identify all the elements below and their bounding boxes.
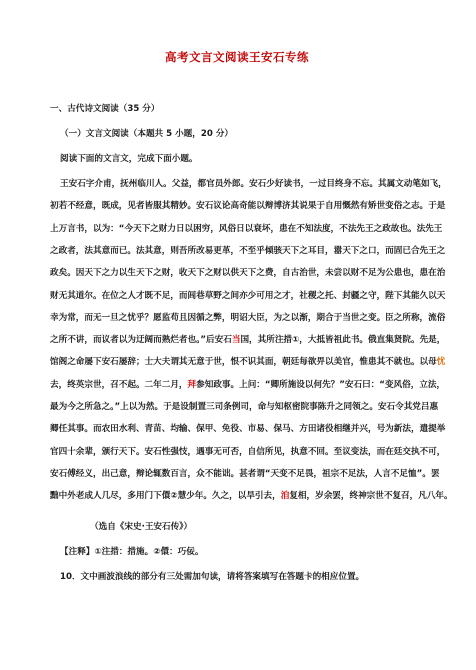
passage-text: 之政者，法其意而已。法其意，则吾所改易更革，不至乎倾骇天下之耳目，嚣天下之口，而固已合先王之	[50, 245, 446, 256]
highlighted-character: 忧	[436, 357, 446, 368]
passage-line	[50, 446, 446, 458]
passage-line	[50, 312, 446, 324]
passage-line	[50, 401, 439, 413]
passage-text: 馆阁之命屡下安石屡辞；士大夫谓其无意于世，恨不识其面，朝廷每欲畀以美官，惟患其不就也。以母	[50, 357, 437, 368]
passage-line	[50, 490, 453, 502]
passage-text: 参知政事。上问：“卿所施设以何先？”安石曰：“变风俗，立法，	[196, 379, 446, 390]
passage-line	[50, 423, 446, 435]
passage-text: 幸为常，而无一旦之忧乎？愿监苟且因循之弊，明诏大臣，为之以渐，期合于当世之变。臣之所称，流俗	[50, 312, 446, 323]
passage-line	[50, 245, 446, 257]
passage-text: 官四十余辈，颁行天下。安石性强忮，遇事无可否，自信所见，执意不回。至议变法，而在廷交执不可，	[50, 446, 446, 457]
question-10: 10．文中画波浪线的部分有三处需加句读，请将答案填写在答题卡的相应位置。	[60, 572, 365, 582]
source-citation: （选自《宋史·王安石传》）	[90, 522, 193, 532]
subsection-heading: （一）文言文阅读（本题共 5 小题，20 分）	[60, 129, 234, 139]
passage-text: 最为今之所急之。”上以为然。于是设制置三司条例司，命与知枢密院事陈升之同领之。安石令其党吕惠	[50, 402, 439, 412]
highlighted-character: 当	[231, 335, 241, 346]
passage-text: 去，终英宗世，召不起。二年二月，	[50, 379, 188, 390]
passage-text: 安石傅经义，出己意，辩论辄数百言，众不能诎。甚者谓“天变不足畏，祖宗不足法，人言不足恤”。罢	[50, 468, 440, 479]
highlighted-character: 拜	[187, 379, 197, 390]
passage-line	[50, 223, 443, 235]
passage-line	[50, 468, 440, 480]
passage-text: 初若不经意，既成，见者皆服其精妙。安石议论高奇能以辩博济其说果于自用慨然有矫世变俗之志。于是	[50, 201, 446, 212]
passage-text: 复相，岁余罢，终神宗世不复召，凡八年。	[289, 491, 453, 502]
section-heading: 一、古代诗文阅读（35 分）	[50, 104, 160, 114]
instruction-text: 阅读下面的文言文，完成下面小题。	[60, 154, 198, 164]
passage-line	[60, 178, 447, 190]
passage-line	[50, 334, 446, 346]
passage-line	[50, 356, 446, 368]
passage-text: 财无其道尔。在位之人才既不足，而闾巷草野之间亦少可用之才，社稷之托、封疆之守，陛下其能久以天	[50, 290, 446, 301]
passage-text: 王安石字介甫，抚州临川人。父益，都官员外郎。安石少好读书，一过目终身不忘。其属文动笔如飞，	[60, 179, 447, 189]
passage-text: 国，其所注措①，大抵皆祖此书。俄直集贤院。先是，	[240, 335, 446, 346]
passage-text: 政矣。因天下之力以生天下之财，收天下之财以供天下之费，自古治世，未尝以财不足为公患也，患在治	[50, 268, 446, 279]
document-title: 高考文言文阅读王安石专练	[165, 50, 309, 64]
passage-text: 黜中外老成人几尽，多用门下儇②慧少年。久之，以旱引去，	[50, 491, 281, 502]
passage-text: 上万言书，以为：“今天下之财力日以困穷，风俗日以衰坏，患在不知法度，不法先王之政故也。法先王	[50, 223, 443, 234]
passage-text: 卿任其事。而农田水利、青苗、均输、保甲、免役、市易、保马、方田诸役相继并兴，号为新法，遣提举	[50, 424, 446, 435]
passage-line	[50, 267, 446, 279]
passage-line	[50, 200, 446, 212]
passage-line	[50, 379, 446, 391]
highlighted-character: 洎	[280, 491, 290, 502]
passage-text: 之所不讲，而议者以为迂阔而熟烂者也。”后安石	[50, 335, 232, 346]
annotation-note: 【注释】①注措：措施。②儇：巧佞。	[60, 547, 204, 557]
passage-line	[50, 290, 446, 302]
